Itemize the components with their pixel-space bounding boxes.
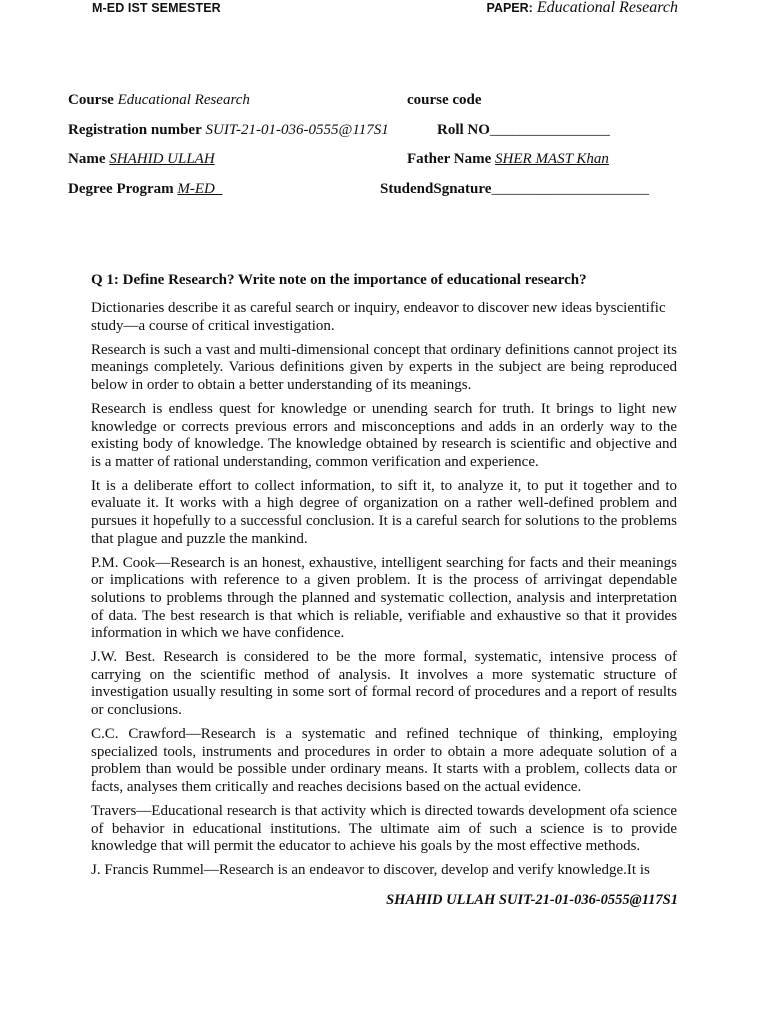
name-row	[68, 151, 215, 168]
student-signature-footer: SHAHID ULLAH SUIT-21-01-036-0555@117S1	[386, 892, 678, 908]
name-label: Name	[68, 151, 106, 167]
registration-label: Registration number	[68, 122, 202, 138]
degree-row	[68, 181, 222, 198]
signature-label: StudendSgnature	[380, 181, 492, 197]
registration-row	[68, 122, 389, 139]
father-label: Father Name	[407, 151, 492, 167]
father-row	[407, 151, 609, 168]
paragraph: Dictionaries describe it as careful search or inquiry, endeavor to discover new ideas byscientific study—a course of critical investigation.	[91, 300, 666, 334]
paper-title	[487, 0, 678, 17]
paragraph: Research is endless quest for knowledge or unending search for truth. It brings to light new knowledge or corrects previous errors and misconceptions and adds in an orderly way to the existing body of knowledge. The knowledge obtained by research is scientific and objective and is a matter of rational understanding, common verification and experience.	[91, 400, 677, 470]
course-row	[68, 92, 250, 109]
question-title: Q 1: Define Research? Write note on the importance of educational research?	[91, 272, 587, 288]
registration-value: SUIT-21-01-036-0555@117S1	[205, 122, 389, 138]
father-value: SHER MAST Khan	[495, 151, 609, 167]
paragraph: J. Francis Rummel—Research is an endeavor to discover, develop and verify knowledge.It is	[91, 862, 650, 879]
paper-label: PAPER:	[486, 1, 533, 15]
paper-value: Educational Research	[536, 0, 678, 16]
paragraph: Travers—Educational research is that activity which is directed towards development ofa science of behavior in educational institutions. The ultimate aim of such a science is to provide knowledge that will permit the educator to achieve his goals by the most effective methods.	[91, 802, 677, 855]
course-code-row	[407, 92, 482, 109]
course-label: Course	[68, 92, 114, 108]
roll-blank: ________________	[489, 122, 610, 138]
roll-label: Roll NO	[437, 122, 490, 138]
paragraph: C.C. Crawford—Research is a systematic and refined technique of thinking, employing specialized tools, instruments and procedures in order to obtain a more adequate solution of a problem than would be possible under ordinary means. It starts with a problem, collects data or facts, analyses them critically and reaches decisions based on the actual evidence.	[91, 726, 677, 795]
name-value: SHAHID ULLAH	[109, 151, 215, 167]
course-value: Educational Research	[117, 92, 250, 108]
paragraph: It is a deliberate effort to collect information, to sift it, to analyze it, to put it together and to evaluate it. It works with a high degree of organization on a rather well-defined problem and pursues it hopefully to a successful conclusion. It is a careful search for solutions to the problems that plague and puzzle the mankind.	[91, 477, 677, 547]
paragraph: P.M. Cook—Research is an honest, exhaustive, intelligent searching for facts and their meanings or implications with reference to a given problem. It is the process of arrivingat dependable solutions to problems through the planned and systematic collection, analysis and interpretation of data. The best research is that which is reliable, verifiable and exhaustive so that it provides information in which we have confidence.	[91, 554, 677, 642]
semester-label: M-ED IST SEMESTER	[92, 1, 221, 15]
degree-label: Degree Program	[68, 181, 174, 197]
roll-row	[437, 122, 610, 139]
course-code-label: course code	[407, 92, 482, 108]
answer-body	[91, 300, 677, 886]
paragraph: J.W. Best. Research is considered to be the more formal, systematic, intensive process of carrying on the scientific method of analysis. It involves a more systematic structure of investigation usually resulting in some sort of formal record of procedures and a report of results or conclusions.	[91, 649, 677, 718]
signature-row	[380, 181, 649, 198]
signature-blank: _____________________	[491, 181, 649, 197]
degree-value: M-ED	[177, 181, 223, 197]
paragraph: Research is such a vast and multi-dimensional concept that ordinary definitions cannot project its meanings completely. Various definitions given by experts in the subject are being reproduced below in order to obtain a better understanding of its meanings.	[91, 341, 677, 393]
